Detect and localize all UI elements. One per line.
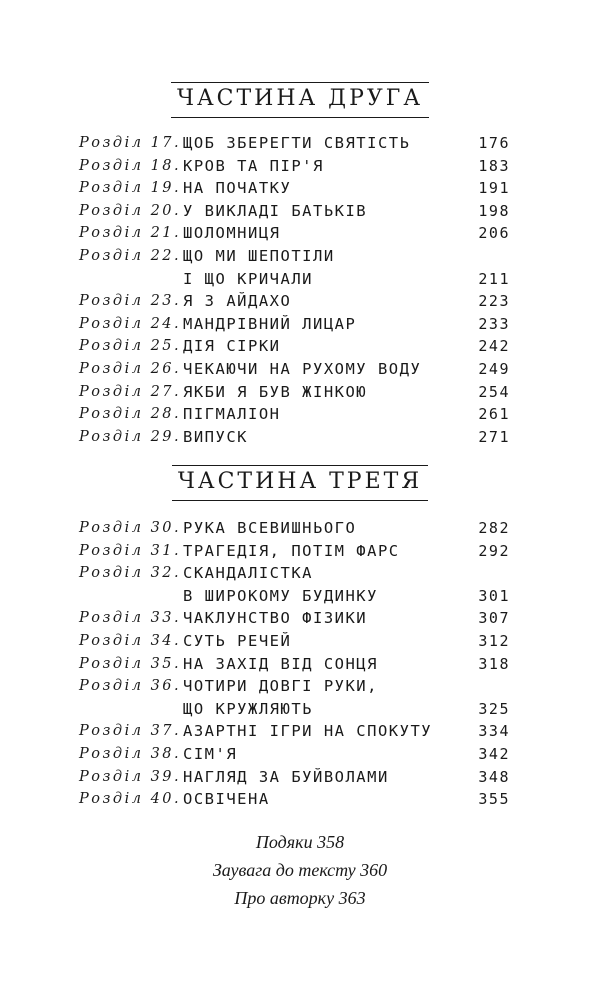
- toc-entry-36[interactable]: [79, 676, 510, 699]
- toc-entry-22[interactable]: [79, 246, 510, 269]
- page-number: 282: [478, 519, 510, 537]
- toc-entry-37[interactable]: [79, 721, 510, 744]
- page-number: 242: [478, 337, 510, 356]
- page-number: 307: [478, 609, 510, 628]
- page-number: 348: [478, 767, 510, 786]
- backmatter-list: [0, 828, 600, 912]
- toc-entry-24[interactable]: [79, 314, 510, 337]
- chapter-label: Розділ 39.: [79, 768, 182, 785]
- toc-entry-29[interactable]: [79, 427, 510, 450]
- chapter-label: Розділ 28.: [79, 406, 182, 423]
- chapter-label: Розділ 35.: [79, 655, 182, 672]
- page-number: 301: [478, 586, 510, 605]
- chapter-title: ВИПУСК: [183, 427, 248, 446]
- page-number: 355: [478, 790, 510, 809]
- chapter-title: В ШИРОКОМУ БУДИНКУ: [183, 586, 378, 605]
- chapter-label: Розділ 38.: [79, 745, 182, 762]
- part-two-heading: [0, 82, 600, 118]
- chapter-title: ЩОБ ЗБЕРЕГТИ СВЯТІСТЬ: [183, 134, 411, 152]
- chapter-title: АЗАРТНІ ІГРИ НА СПОКУТУ: [183, 722, 433, 741]
- chapter-title: ПІГМАЛІОН: [183, 405, 281, 424]
- chapter-label: Розділ 20.: [79, 202, 182, 219]
- toc-entry-26[interactable]: [79, 359, 510, 382]
- chapter-title: КРОВ ТА ПІР'Я: [183, 156, 324, 175]
- toc-entry-20[interactable]: [79, 201, 510, 224]
- chapter-title: МАНДРІВНИЙ ЛИЦАР: [183, 314, 357, 333]
- chapter-label: Розділ 26.: [79, 360, 182, 377]
- toc-entry-22-continued[interactable]: [79, 269, 510, 292]
- chapter-title: СУТЬ РЕЧЕЙ: [183, 631, 292, 650]
- page-number: 271: [478, 427, 510, 446]
- note-on-text-entry[interactable]: Заувага до тексту 360: [212, 860, 388, 880]
- chapter-title: СКАНДАЛІСТКА: [183, 564, 313, 583]
- part-three-title: ЧАСТИНА ТРЕТЯ: [172, 465, 428, 501]
- chapter-title: ЧОТИРИ ДОВГІ РУКИ,: [183, 677, 378, 696]
- toc-entry-34[interactable]: [79, 631, 510, 654]
- page-number: 198: [478, 201, 510, 220]
- toc-entry-30[interactable]: [79, 518, 510, 541]
- toc-entry-25[interactable]: [79, 336, 510, 359]
- toc-entry-36-continued[interactable]: [79, 699, 510, 722]
- part-two-toc: [79, 133, 510, 449]
- toc-entry-40[interactable]: [79, 789, 510, 812]
- chapter-title: ОСВІЧЕНА: [183, 790, 270, 809]
- toc-entry-21[interactable]: [79, 223, 510, 246]
- about-author-entry[interactable]: Про авторку 363: [234, 888, 366, 908]
- chapter-title: РУКА ВСЕВИШНЬОГО: [183, 519, 357, 537]
- toc-entry-32[interactable]: [79, 563, 510, 586]
- toc-entry-33[interactable]: [79, 608, 510, 631]
- chapter-label: Розділ 40.: [79, 791, 182, 808]
- toc-entry-23[interactable]: [79, 291, 510, 314]
- chapter-title: ЧЕКАЮЧИ НА РУХОМУ ВОДУ: [183, 359, 422, 378]
- chapter-title: НА ЗАХІД ВІД СОНЦЯ: [183, 654, 378, 673]
- chapter-title: НАГЛЯД ЗА БУЙВОЛАМИ: [183, 767, 389, 786]
- page-number: 191: [478, 179, 510, 198]
- chapter-title: ШОЛОМНИЦЯ: [183, 224, 281, 243]
- page-number: 223: [478, 292, 510, 311]
- page-number: 312: [478, 631, 510, 650]
- chapter-label: Розділ 31.: [79, 542, 182, 559]
- page-number: 318: [478, 654, 510, 673]
- toc-entry-17[interactable]: [79, 133, 510, 156]
- toc-entry-32-continued[interactable]: [79, 586, 510, 609]
- toc-entry-31[interactable]: [79, 541, 510, 564]
- page-number: 211: [478, 269, 510, 288]
- chapter-title: ЯКБИ Я БУВ ЖІНКОЮ: [183, 382, 368, 401]
- chapter-title: ДІЯ СІРКИ: [183, 337, 281, 356]
- page-number: 254: [478, 382, 510, 401]
- toc-entry-39[interactable]: [79, 767, 510, 790]
- page-number: 183: [478, 156, 510, 175]
- chapter-title: Я З АЙДАХО: [183, 292, 292, 311]
- part-two-title: ЧАСТИНА ДРУГА: [171, 82, 429, 118]
- part-three-toc: [79, 518, 510, 812]
- page-number: 261: [478, 405, 510, 424]
- chapter-title: І ЩО КРИЧАЛИ: [183, 269, 313, 288]
- chapter-label: Розділ 23.: [79, 293, 182, 310]
- chapter-label: Розділ 30.: [79, 520, 182, 536]
- toc-entry-27[interactable]: [79, 382, 510, 405]
- chapter-label: Розділ 24.: [79, 315, 182, 332]
- chapter-title: ЧАКЛУНСТВО ФІЗИКИ: [183, 609, 368, 628]
- page-number: 176: [478, 134, 510, 152]
- chapter-label: Розділ 27.: [79, 383, 182, 400]
- chapter-label: Розділ 34.: [79, 632, 182, 649]
- toc-entry-38[interactable]: [79, 744, 510, 767]
- chapter-title: ЩО МИ ШЕПОТІЛИ: [183, 246, 335, 265]
- toc-entry-35[interactable]: [79, 654, 510, 677]
- chapter-label: Розділ 25.: [79, 338, 182, 355]
- chapter-label: Розділ 37.: [79, 723, 182, 740]
- chapter-title: СІМ'Я: [183, 744, 238, 763]
- page-number: 325: [478, 699, 510, 718]
- chapter-label: Розділ 17.: [79, 135, 182, 151]
- chapter-title: У ВИКЛАДІ БАТЬКІВ: [183, 201, 368, 220]
- chapter-label: Розділ 18.: [79, 157, 182, 174]
- page-number: 233: [478, 314, 510, 333]
- acknowledgements-entry[interactable]: Подяки 358: [255, 832, 345, 852]
- toc-entry-18[interactable]: [79, 156, 510, 179]
- chapter-title: ЩО КРУЖЛЯЮТЬ: [183, 699, 313, 718]
- chapter-title: ТРАГЕДІЯ, ПОТІМ ФАРС: [183, 541, 400, 560]
- chapter-label: Розділ 21.: [79, 225, 182, 242]
- part-three-heading: [0, 465, 600, 501]
- chapter-title: НА ПОЧАТКУ: [183, 179, 292, 198]
- page-number: 334: [478, 722, 510, 741]
- page-number: 292: [478, 541, 510, 560]
- chapter-label: Розділ 33.: [79, 610, 182, 627]
- chapter-label: Розділ 19.: [79, 180, 182, 197]
- page-number: 206: [478, 224, 510, 243]
- chapter-label: Розділ 29.: [79, 428, 182, 445]
- chapter-label: Розділ 22.: [79, 247, 182, 264]
- toc-entry-19[interactable]: [79, 178, 510, 201]
- page-number: 249: [478, 359, 510, 378]
- chapter-label: Розділ 32.: [79, 565, 182, 582]
- toc-entry-28[interactable]: [79, 404, 510, 427]
- page-number: 342: [478, 744, 510, 763]
- chapter-label: Розділ 36.: [79, 678, 182, 695]
